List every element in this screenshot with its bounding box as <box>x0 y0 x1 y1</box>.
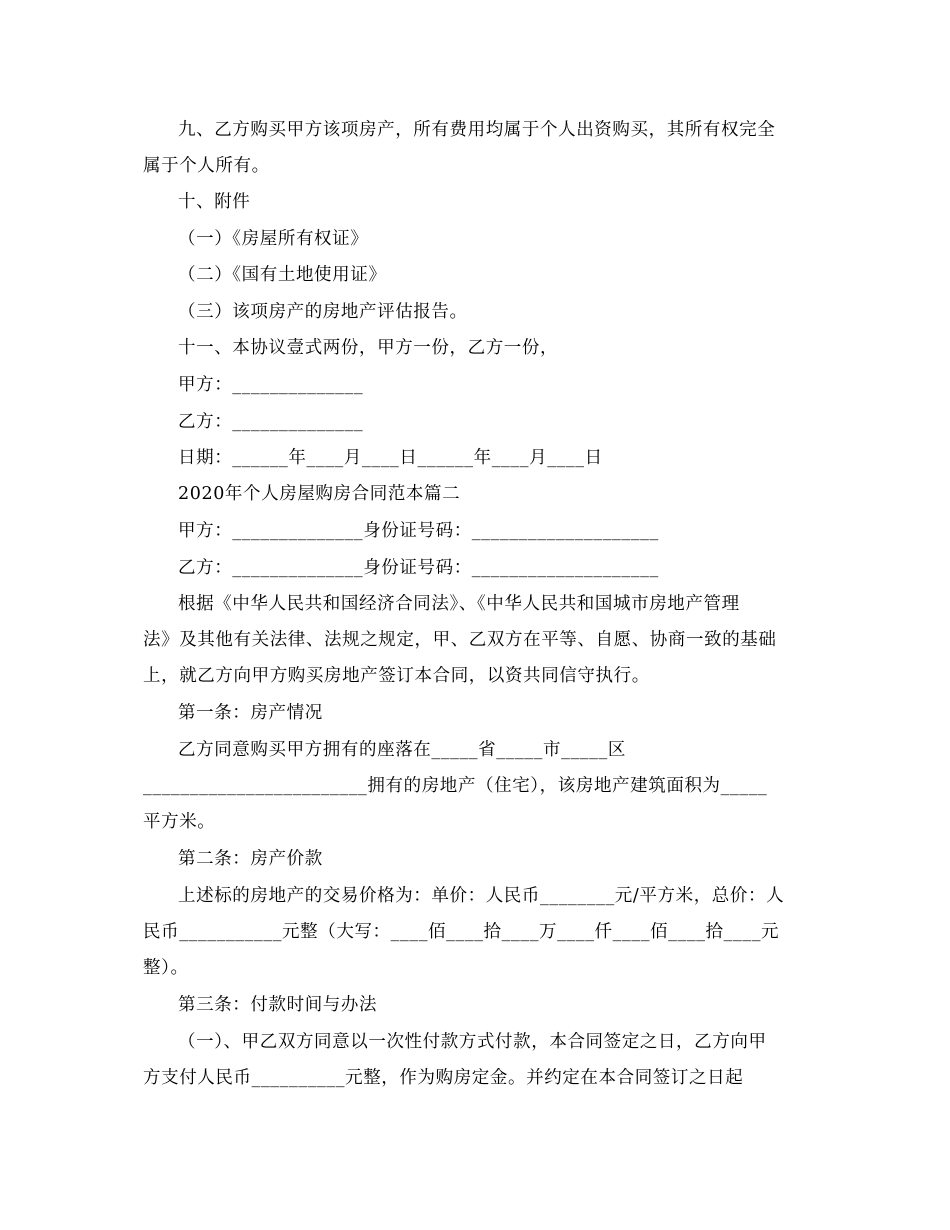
signing-date: 日期：______年____月____日______年____月____日 <box>178 448 603 468</box>
article-2-line-1: 上述标的房地产的交易价格为：单价：人民币________元/平方米，总价：人 <box>178 886 785 906</box>
article-3-heading: 第三条：付款时间与办法 <box>178 995 378 1015</box>
article-2-heading: 第二条：房产价款 <box>178 849 323 869</box>
article-3-line-2: 方支付人民币__________元整，作为购房定金。并约定在本合同签订之日起 <box>143 1068 744 1088</box>
party-a-id-line: 甲方：______________身份证号码：____________________ <box>178 521 659 541</box>
article-3-line-1: （一）、甲乙双方同意以一次性付款方式付款，本合同签定之日，乙方向甲 <box>178 1032 767 1052</box>
preamble-line-1: 根据《中华人民共和国经济合同法》、《中华人民共和国城市房地产管理 <box>178 594 740 614</box>
attachment-1: （一）《房屋所有权证》 <box>178 229 369 249</box>
clause-11: 十一、本协议壹式两份，甲方一份，乙方一份， <box>178 338 559 358</box>
section-title: 2020年个人房屋购房合同范本篇二 <box>178 484 461 504</box>
attachment-3: （三）该项房产的房地产评估报告。 <box>178 302 468 322</box>
clause-9-line-1: 九、乙方购买甲方该项房产，所有费用均属于个人出资购买，其所有权完全 <box>178 120 776 140</box>
preamble-line-3: 上，就乙方向甲方购买房地产签订本合同，以资共同信守执行。 <box>143 666 650 686</box>
article-1-heading: 第一条：房产情况 <box>178 703 323 723</box>
article-2-line-3: 整）。 <box>143 958 189 978</box>
party-a-signature: 甲方：______________ <box>178 375 364 395</box>
article-1-line-3: 平方米。 <box>143 812 216 832</box>
article-1-line-1: 乙方同意购买甲方拥有的座落在_____省_____市_____区 <box>178 740 626 760</box>
party-b-signature: 乙方：______________ <box>178 412 364 432</box>
party-b-id-line: 乙方：______________身份证号码：____________________ <box>178 558 659 578</box>
preamble-line-2: 法》及其他有关法律、法规之规定，甲、乙双方在平等、自愿、协商一致的基础 <box>143 630 777 650</box>
article-2-line-2: 民币___________元整（大写：____佰____拾____万____仟____佰____拾____元 <box>143 922 780 942</box>
clause-9-line-2: 属于个人所有。 <box>143 156 270 176</box>
article-1-line-2: ________________________拥有的房地产（住宅），该房地产建筑面积为_____ <box>143 776 768 796</box>
clause-10-heading: 十、附件 <box>178 192 251 212</box>
attachment-2: （二）《国有土地使用证》 <box>178 265 387 285</box>
